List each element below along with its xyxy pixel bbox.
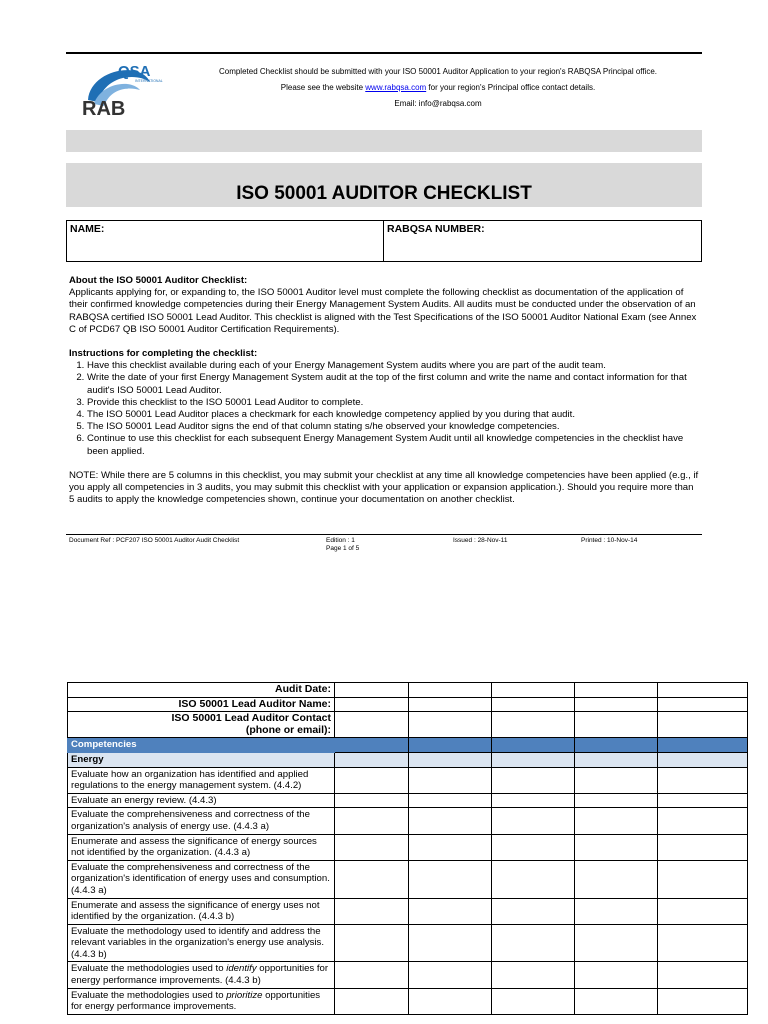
check-cell[interactable] bbox=[335, 924, 409, 962]
check-cell[interactable] bbox=[409, 860, 492, 898]
name-label: NAME: bbox=[70, 223, 105, 235]
lead-contact-cell[interactable] bbox=[658, 712, 748, 738]
competency-text: Enumerate and assess the significance of energy sources not identified by the organization. (4.4.3 a) bbox=[68, 834, 335, 860]
check-cell[interactable] bbox=[658, 767, 748, 793]
audit-date-cell[interactable] bbox=[409, 683, 492, 698]
about-heading: About the ISO 50001 Auditor Checklist: bbox=[69, 275, 248, 286]
table-row bbox=[68, 767, 748, 793]
footer-issued: Issued : 28-Nov-11 bbox=[453, 537, 508, 544]
check-cell[interactable] bbox=[409, 767, 492, 793]
competency-text: Evaluate an energy review. (4.4.3) bbox=[68, 793, 335, 808]
header-line-3: Email: info@rabqsa.com bbox=[394, 99, 482, 108]
footer-rule bbox=[66, 534, 702, 535]
footer-page-text: Page 1 of 5 bbox=[326, 545, 360, 552]
page-title: ISO 50001 AUDITOR CHECKLIST bbox=[236, 183, 532, 204]
competency-text: Evaluate the methodology used to identify and address the relevant variables in the organization's energy use analysis. (4.4.3 b) bbox=[68, 924, 335, 962]
table-row bbox=[68, 860, 748, 898]
check-cell[interactable] bbox=[658, 924, 748, 962]
table-row bbox=[68, 793, 748, 808]
check-cell[interactable] bbox=[335, 793, 409, 808]
lead-contact-cell[interactable] bbox=[492, 712, 575, 738]
rabqsa-number-field[interactable] bbox=[384, 221, 701, 261]
check-cell[interactable] bbox=[335, 962, 409, 988]
check-cell[interactable] bbox=[575, 898, 658, 924]
category-row bbox=[68, 752, 748, 767]
competency-text-post: opportunities for energy performance improvements. bbox=[71, 989, 321, 1013]
audit-date-cell[interactable] bbox=[335, 683, 409, 698]
instruction-item: 2. Write the date of your first Energy Management System audit at the top of the first column and write the name and contact information for that audit's ISO 50001 Lead Auditor. bbox=[87, 372, 699, 396]
rabqsa-number-label: RABQSA NUMBER: bbox=[387, 223, 485, 235]
competency-table bbox=[67, 682, 748, 1015]
check-cell[interactable] bbox=[575, 924, 658, 962]
logo-international-text: INTERNATIONAL bbox=[135, 79, 163, 83]
footer-edition-text: Edition : 1 bbox=[326, 537, 355, 544]
competency-text-emphasis: prioritize bbox=[226, 989, 263, 1001]
lead-name-cell[interactable] bbox=[575, 697, 658, 712]
audit-date-row bbox=[68, 683, 748, 698]
table-row bbox=[68, 898, 748, 924]
check-cell[interactable] bbox=[492, 962, 575, 988]
table-row bbox=[68, 834, 748, 860]
competency-text: Evaluate how an organization has identified and applied regulations to the energy management system. (4.4.2) bbox=[68, 767, 335, 793]
lead-auditor-name-row bbox=[68, 697, 748, 712]
instructions-heading: Instructions for completing the checklist: bbox=[69, 348, 258, 360]
audit-date-cell[interactable] bbox=[575, 683, 658, 698]
header-line-2-pre: Please see the website bbox=[280, 83, 366, 92]
competency-text-pre: Evaluate the methodologies used to bbox=[71, 963, 227, 975]
instructions-list bbox=[69, 360, 699, 458]
check-cell[interactable] bbox=[409, 988, 492, 1014]
lead-auditor-contact-label: ISO 50001 Lead Auditor Contact (phone or email): bbox=[68, 712, 335, 738]
footer-printed: Printed : 10-Nov-14 bbox=[581, 537, 638, 544]
table-row bbox=[68, 808, 748, 834]
check-cell[interactable] bbox=[575, 834, 658, 860]
lead-name-cell[interactable] bbox=[335, 697, 409, 712]
check-cell[interactable] bbox=[492, 988, 575, 1014]
lead-contact-cell[interactable] bbox=[335, 712, 409, 738]
instruction-item: 4. The ISO 50001 Lead Auditor places a checkmark for each knowledge competency applied by you during that audit. bbox=[87, 409, 699, 421]
instruction-item: 3. Provide this checklist to the ISO 50001 Lead Auditor to complete. bbox=[87, 397, 699, 409]
check-cell[interactable] bbox=[492, 860, 575, 898]
check-cell[interactable] bbox=[335, 767, 409, 793]
table-row bbox=[68, 962, 748, 988]
competency-text bbox=[68, 962, 335, 988]
check-cell[interactable] bbox=[492, 898, 575, 924]
check-cell[interactable] bbox=[335, 834, 409, 860]
check-cell[interactable] bbox=[658, 834, 748, 860]
audit-date-cell[interactable] bbox=[658, 683, 748, 698]
rabqsa-logo bbox=[80, 60, 175, 120]
header-line-2 bbox=[180, 80, 696, 96]
check-cell[interactable] bbox=[575, 988, 658, 1014]
check-cell[interactable] bbox=[409, 898, 492, 924]
check-cell[interactable] bbox=[409, 924, 492, 962]
check-cell[interactable] bbox=[575, 767, 658, 793]
audit-date-label: Audit Date: bbox=[68, 683, 335, 698]
competency-text-pre: Evaluate the methodologies used to bbox=[71, 989, 227, 1001]
lead-name-cell[interactable] bbox=[658, 697, 748, 712]
competency-text: Enumerate and assess the significance of energy uses not identified by the organization. (4.4.3 b) bbox=[68, 898, 335, 924]
check-cell[interactable] bbox=[575, 793, 658, 808]
check-cell[interactable] bbox=[575, 808, 658, 834]
check-cell[interactable] bbox=[658, 988, 748, 1014]
gray-bar bbox=[66, 130, 702, 152]
check-cell[interactable] bbox=[492, 767, 575, 793]
header-line-2-post: for your region's Principal office contact details. bbox=[426, 83, 596, 92]
check-cell[interactable] bbox=[575, 962, 658, 988]
website-link[interactable]: www.rabqsa.com bbox=[365, 83, 427, 92]
instruction-item: 6. Continue to use this checklist for each subsequent Energy Management System Audit until all knowledge competencies in the checklist have been applied. bbox=[87, 433, 699, 457]
check-cell[interactable] bbox=[409, 808, 492, 834]
check-cell[interactable] bbox=[658, 962, 748, 988]
check-cell[interactable] bbox=[658, 860, 748, 898]
check-cell[interactable] bbox=[335, 898, 409, 924]
instruction-item: 5. The ISO 50001 Lead Auditor signs the end of that column stating s/he observed your knowledge competencies. bbox=[87, 421, 699, 433]
lead-contact-cell[interactable] bbox=[575, 712, 658, 738]
lead-auditor-name-label: ISO 50001 Lead Auditor Name: bbox=[68, 697, 335, 712]
competency-text bbox=[68, 988, 335, 1014]
competency-text: Evaluate the comprehensiveness and correctness of the organization's identification of energy uses and consumption. (4.4.3 a) bbox=[68, 860, 335, 898]
name-number-box bbox=[66, 220, 702, 262]
check-cell[interactable] bbox=[409, 834, 492, 860]
table-row bbox=[68, 988, 748, 1014]
top-rule bbox=[66, 52, 702, 54]
check-cell[interactable] bbox=[658, 808, 748, 834]
competency-text-emphasis: identify bbox=[226, 963, 257, 975]
header-instructions bbox=[180, 64, 696, 112]
check-cell[interactable] bbox=[335, 860, 409, 898]
check-cell[interactable] bbox=[658, 898, 748, 924]
competency-text: Evaluate the comprehensiveness and correctness of the organization's analysis of energy use. (4.4.3 a) bbox=[68, 808, 335, 834]
lead-auditor-contact-row bbox=[68, 712, 748, 738]
lead-contact-cell[interactable] bbox=[409, 712, 492, 738]
lead-name-cell[interactable] bbox=[409, 697, 492, 712]
check-cell[interactable] bbox=[575, 860, 658, 898]
check-cell[interactable] bbox=[492, 808, 575, 834]
check-cell[interactable] bbox=[658, 793, 748, 808]
lead-name-cell[interactable] bbox=[492, 697, 575, 712]
name-field[interactable] bbox=[67, 221, 384, 261]
check-cell[interactable] bbox=[335, 808, 409, 834]
footer-edition bbox=[326, 537, 359, 553]
header-line-1: Completed Checklist should be submitted with your ISO 50001 Auditor Application to your region's RABQSA Principal office. bbox=[218, 67, 658, 76]
footer-doc-ref: Document Ref : PCF207 ISO 50001 Auditor Audit Checklist bbox=[69, 537, 240, 544]
logo-rab-text: RAB bbox=[82, 98, 126, 120]
competencies-header: Competencies bbox=[68, 738, 335, 753]
competency-text-post: opportunities for energy performance improvements. (4.4.3 b) bbox=[71, 963, 329, 987]
table-row bbox=[68, 924, 748, 962]
check-cell[interactable] bbox=[492, 834, 575, 860]
check-cell[interactable] bbox=[409, 793, 492, 808]
about-text: Applicants applying for, or expanding to, the ISO 50001 Auditor level must complete the following checklist as documentation of the application of their confirmed knowledge competencies during their Energy Management System Audits. All audits must be conducted under the observation of an RABQSA certified ISO 50001 Lead Auditor. This checklist is aligned with the Test Specifications of the ISO 50001 Auditor National Exam (see Annex C of PCD67 QB ISO 50001 Auditor Certification Requirements). bbox=[69, 287, 697, 335]
body-text bbox=[69, 275, 699, 506]
check-cell[interactable] bbox=[492, 793, 575, 808]
note-text: NOTE: While there are 5 columns in this checklist, you may submit your checklist at any time all knowledge competencies have been applied (e.g., if you apply all competencies in 3 audits, you may submit this checklist with your application or expansion application.). Should you require more than 5 audits to apply the knowledge competencies shown, continue your documentation on another checklist. bbox=[69, 469, 699, 506]
check-cell[interactable] bbox=[492, 924, 575, 962]
audit-date-cell[interactable] bbox=[492, 683, 575, 698]
check-cell[interactable] bbox=[409, 962, 492, 988]
instruction-item: 1. Have this checklist available during each of your Energy Management System audits where you are part of the audit team. bbox=[87, 360, 699, 372]
category-energy: Energy bbox=[68, 752, 335, 767]
competencies-header-row bbox=[68, 738, 748, 753]
check-cell[interactable] bbox=[335, 988, 409, 1014]
logo-qsa-text: QSA bbox=[118, 63, 151, 80]
